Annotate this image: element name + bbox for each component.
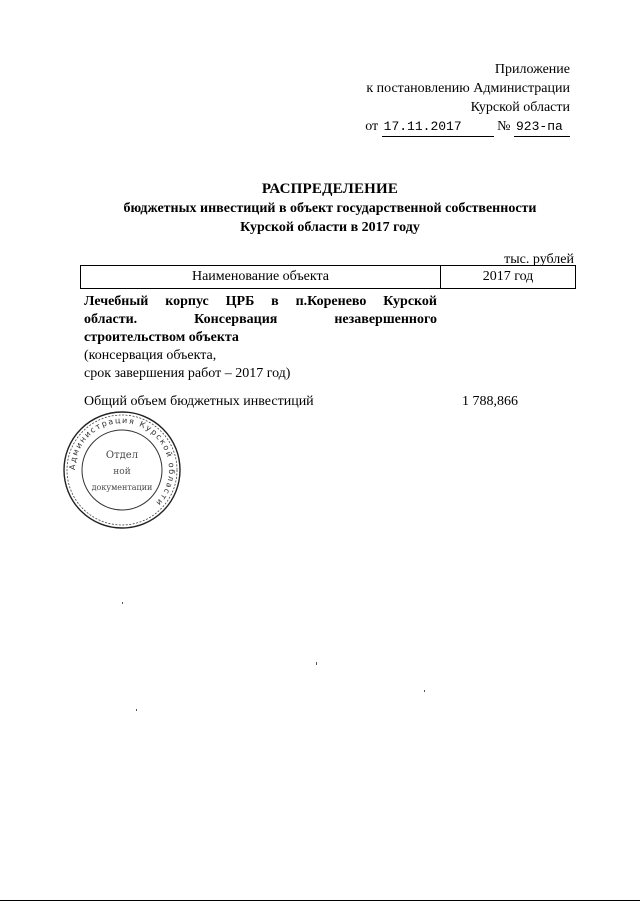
seal-inner-line-3: документации [91, 483, 153, 492]
scan-speck [316, 662, 317, 665]
object-description [84, 293, 437, 383]
title-line-2: бюджетных инвестиций в объект государственной собственности [123, 201, 537, 216]
scan-speck [122, 602, 123, 604]
title-main: РАСПРЕДЕЛЕНИЕ [261, 181, 399, 197]
scan-speck [136, 709, 137, 711]
number-value: 923-па [514, 117, 570, 137]
seal-inner-line-2: ной [113, 467, 131, 477]
table-header [80, 265, 576, 289]
total-label: Общий объем бюджетных инвестиций [84, 394, 314, 409]
document-title [80, 180, 580, 237]
object-name-line-1: Лечебный корпус ЦРБ в п.Коренево Курской [84, 294, 437, 309]
appendix-header [270, 60, 570, 137]
seal-inner-line-1: Отдел [105, 450, 139, 461]
appendix-resolution: к постановлению Администрации [366, 81, 570, 96]
header-year: 2017 год [482, 269, 534, 284]
appendix-region: Курской области [470, 100, 570, 115]
title-line-3: Курской области в 2017 году [240, 220, 420, 235]
appendix-title: Приложение [494, 62, 570, 77]
units-label: тыс. рублей [504, 252, 574, 267]
object-name-line-3: строительством объекта [84, 330, 239, 345]
object-note-line-1: (консервация объекта, [84, 348, 217, 363]
date-value: 17.11.2017 [382, 117, 494, 137]
date-prefix: от [365, 119, 379, 134]
appendix-date-number [270, 117, 570, 137]
official-seal [60, 408, 184, 532]
header-object-name: Наименование объекта [81, 266, 441, 288]
number-prefix: № [497, 119, 511, 134]
total-value: 1 788,866 [462, 394, 518, 409]
scan-speck [424, 690, 425, 692]
page-bottom-edge [0, 900, 640, 901]
object-name-line-2: области. Консервация незавершенного [84, 312, 437, 327]
budget-table [80, 265, 576, 289]
object-note-line-2: срок завершения работ – 2017 год) [84, 366, 291, 381]
seal-ring-text: Администрация Курской области [67, 415, 177, 509]
